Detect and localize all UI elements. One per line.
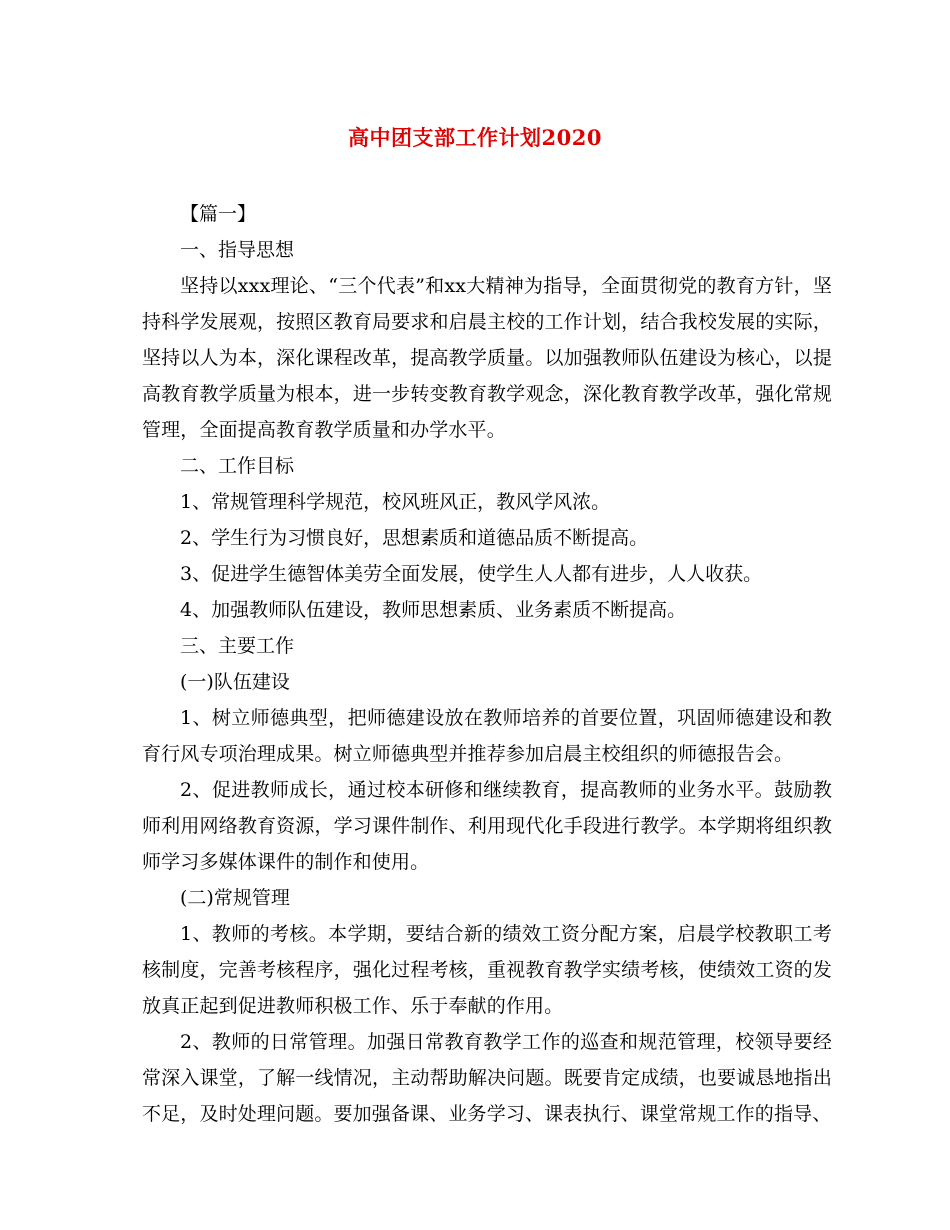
body-paragraph: 2、教师的日常管理。加强日常教育教学工作的巡查和规范管理，校领导要经常深入课堂，了解一线情况，主动帮助解决问题。既要肯定成绩，也要诚恳地指出不足，及时处理问题。要加强备课、业务学习、课表执行、课堂常规工作的指导、 xyxy=(142,1031,832,1125)
section-heading: 【篇一】 xyxy=(180,203,257,225)
section-heading: 一、指导思想 xyxy=(180,239,295,261)
body-paragraph: 2、促进教师成长，通过校本研修和继续教育，提高教师的业务水平。鼓励教师利用网络教育资源，学习课件制作、利用现代化手段进行教学。本学期将组织教师学习多媒体课件的制作和使用。 xyxy=(142,779,832,873)
body-paragraph: 坚持以xxx理论、“三个代表”和xx大精神为指导，全面贯彻党的教育方针，坚持科学发展观，按照区教育局要求和启晨主校的工作计划，结合我校发展的实际，坚持以人为本，深化课程改革，提高教学质量。以加强教师队伍建设为核心，以提高教育教学质量为根本，进一步转变教育教学观念，深化教育教学改革，强化常规管理，全面提高教育教学质量和办学水平。 xyxy=(142,275,832,441)
document-body xyxy=(142,196,832,1132)
document-title: 高中团支部工作计划2020 xyxy=(348,125,602,150)
list-item: 4、加强教师队伍建设，教师思想素质、业务素质不断提高。 xyxy=(180,599,687,621)
list-item: 1、常规管理科学规范，校风班风正，教风学风浓。 xyxy=(180,491,611,513)
list-item: 3、促进学生德智体美劳全面发展，使学生人人都有进步，人人收获。 xyxy=(180,563,763,585)
body-paragraph: 1、树立师德典型，把师德建设放在教师培养的首要位置，巩固师德建设和教育行风专项治理成果。树立师德典型并推荐参加启晨主校组织的师德报告会。 xyxy=(142,707,832,765)
section-heading: 二、工作目标 xyxy=(180,455,295,477)
subsection-heading: (二)常规管理 xyxy=(180,887,290,909)
subsection-heading: (一)队伍建设 xyxy=(180,671,290,693)
list-item: 2、学生行为习惯良好，思想素质和道德品质不断提高。 xyxy=(180,527,649,549)
body-paragraph: 1、教师的考核。本学期，要结合新的绩效工资分配方案，启晨学校教职工考核制度，完善考核程序，强化过程考核，重视教育教学实绩考核，使绩效工资的发放真正起到促进教师积极工作、乐于奉献的作用。 xyxy=(142,923,832,1017)
section-heading: 三、主要工作 xyxy=(180,635,295,657)
